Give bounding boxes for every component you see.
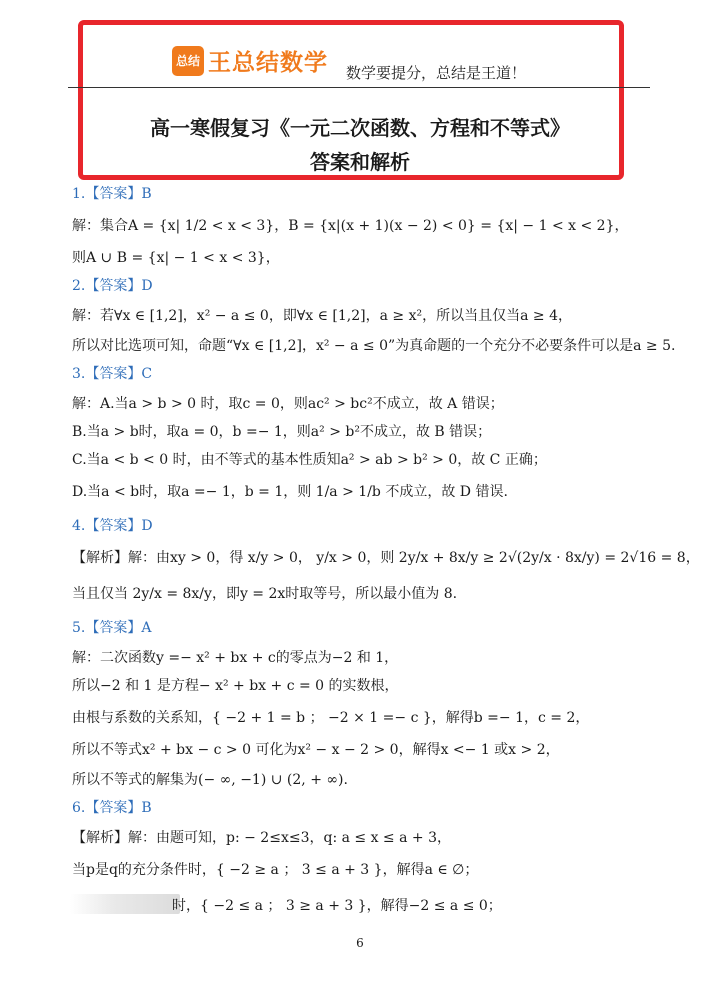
header-rule <box>68 87 650 88</box>
q3-line-4: D.当a < b时，取a =− 1，b = 1，则 1/a > 1/b 不成立，故 D 错误. <box>72 484 508 500</box>
q3-line-1: 解：A.当a > b > 0 时，取c = 0，则ac² > bc²不成立，故 A 错误； <box>72 396 504 412</box>
q6-line-3: 时，{ −2 ≤ a ； 3 ≥ a + 3 }，解得−2 ≤ a ≤ 0； <box>172 898 502 914</box>
q3-answer: 3.【答案】C <box>72 366 153 382</box>
logo-text: 王总结数学 <box>208 50 328 76</box>
q4-line-1: 【解析】解：由xy > 0，得 x/y > 0， y/x > 0，则 2y/x + 8x/y ≥ 2√(2y/x · 8x/y) = 2√16 = 8， <box>72 550 700 566</box>
q6-line-2: 当p是q的充分条件时，{ −2 ≥ a ； 3 ≤ a + 3 }，解得a ∈ ∅； <box>72 862 479 878</box>
q5-answer: 5.【答案】A <box>72 620 152 636</box>
obscured-text <box>70 894 180 914</box>
slogan: 数学要提分，总结是王道！ <box>346 64 527 82</box>
q1-line-2: 则A ∪ B = {x| − 1 < x < 3}， <box>72 250 280 266</box>
q5-line-3: 由根与系数的关系知，{ −2 + 1 = b ； −2 × 1 =− c }，解得b =− 1，c = 2， <box>72 710 590 726</box>
q2-line-1: 解：若∀x ∈ [1,2]，x² − a ≤ 0，即∀x ∈ [1,2]，a ≥ x²，所以当且仅当a ≥ 4， <box>72 308 572 324</box>
page-title: 高一寒假复习《一元二次函数、方程和不等式》 <box>150 116 570 140</box>
page-number: 6 <box>356 936 364 950</box>
page-subtitle: 答案和解析 <box>310 150 410 174</box>
q5-line-4: 所以不等式x² + bx − c > 0 可化为x² − x − 2 > 0，解得x <− 1 或x > 2， <box>72 742 560 758</box>
q6-answer: 6.【答案】B <box>72 800 152 816</box>
q6-line-1: 【解析】解：由题可知，p: − 2≤x≤3，q: a ≤ x ≤ a + 3， <box>72 830 451 846</box>
q5-line-2: 所以−2 和 1 是方程− x² + bx + c = 0 的实数根， <box>72 678 399 694</box>
q2-answer: 2.【答案】D <box>72 278 153 294</box>
q1-line-1: 解：集合A = {x| 1/2 < x < 3}，B = {x|(x + 1)(x − 2) < 0} = {x| − 1 < x < 2}， <box>72 218 629 234</box>
q5-line-5: 所以不等式的解集为(− ∞, −1) ∪ (2, + ∞). <box>72 772 348 788</box>
q1-answer: 1.【答案】B <box>72 186 152 202</box>
q3-line-2: B.当a > b时，取a = 0，b =− 1，则a² > b²不成立，故 B 错误； <box>72 424 492 440</box>
q4-line-2: 当且仅当 2y/x = 8x/y，即y = 2x时取等号，所以最小值为 8. <box>72 586 458 602</box>
q2-line-2: 所以对比选项可知，命题“∀x ∈ [1,2]，x² − a ≤ 0”为真命题的一个充分不必要条件可以是a ≥ 5. <box>72 338 676 354</box>
q3-line-3: C.当a < b < 0 时，由不等式的基本性质知a² > ab > b² > 0，故 C 正确； <box>72 452 547 468</box>
logo-icon: 总结 <box>172 46 204 76</box>
q5-line-1: 解：二次函数y =− x² + bx + c的零点为−2 和 1， <box>72 650 399 666</box>
q4-answer: 4.【答案】D <box>72 518 153 534</box>
